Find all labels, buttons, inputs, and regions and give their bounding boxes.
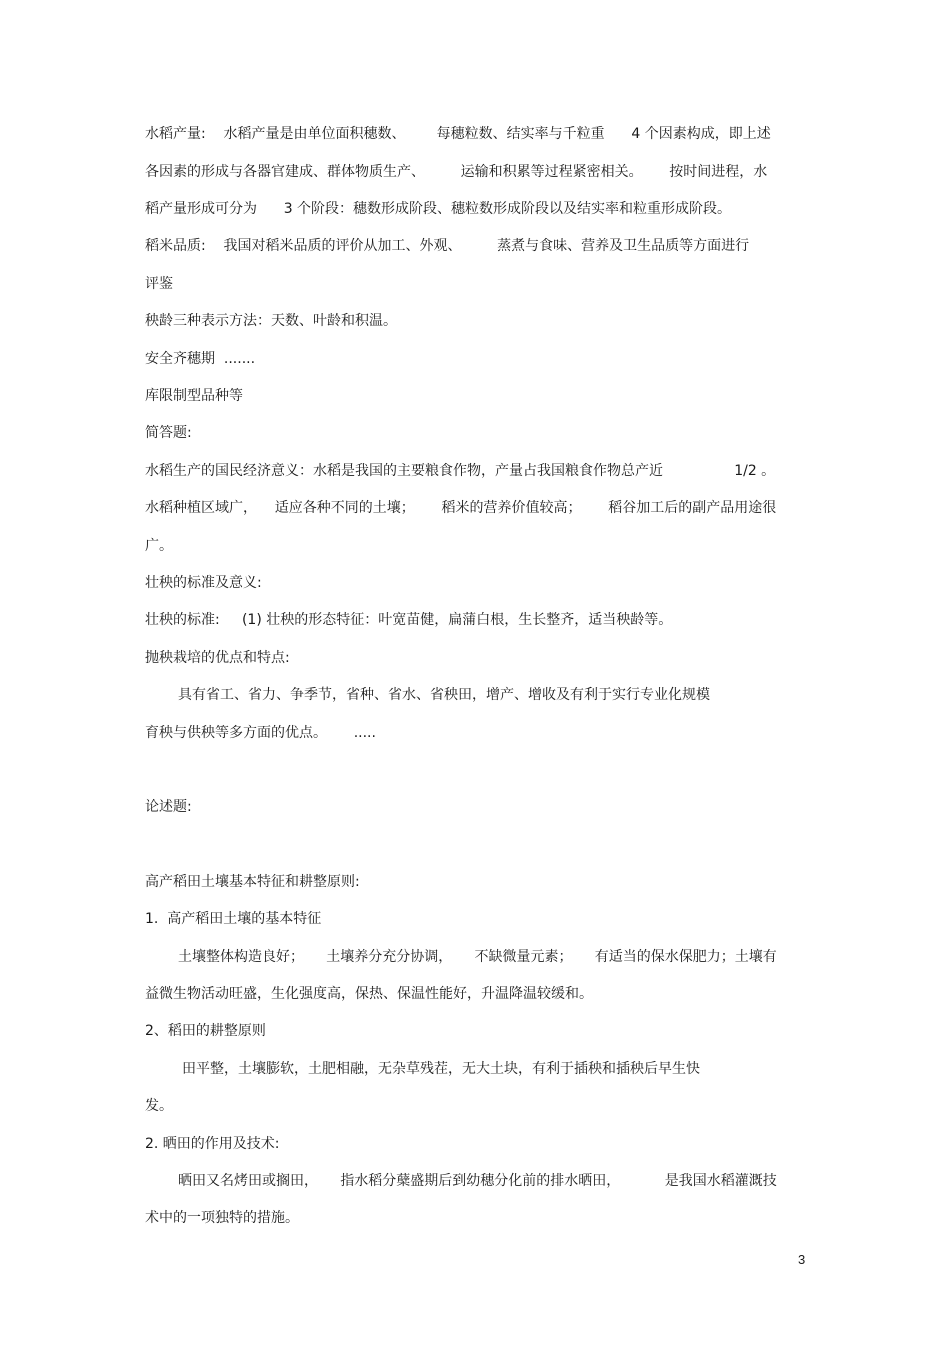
text-line: 高产稻田土壤基本特征和耕整原则: — [145, 874, 360, 890]
text-line: 壮秧的标准及意义: — [145, 575, 262, 591]
text-line: 晒田又名烤田或搁田， 指水稻分蘖盛期后到幼穗分化前的排水晒田， 是我国水稻灌溉技 — [178, 1173, 777, 1189]
section-heading: 简答题: — [145, 425, 192, 441]
text-line: 水稻种植区域广， 适应各种不同的土壤； 稻米的营养价值较高； 稻谷加工后的副产品用途很 — [145, 500, 777, 516]
text-line: 水稻生产的国民经济意义：水稻是我国的主要粮食作物，产量占我国粮食作物总产近 1/2 。 — [145, 463, 776, 479]
text-line: 2、稻田的耕整原则 — [145, 1023, 266, 1039]
page-number: 3 — [798, 1252, 806, 1267]
text-line: 土壤整体构造良好； 土壤养分充分协调， 不缺微量元素； 有适当的保水保肥力；土壤有 — [178, 949, 777, 965]
text-line: 稻产量形成可分为 3 个阶段：穗数形成阶段、穗粒数形成阶段以及结实率和粒重形成阶段。 — [145, 201, 732, 217]
text-line: 发。 — [145, 1098, 173, 1114]
text-line: 益微生物活动旺盛，生化强度高，保热、保温性能好，升温降温较缓和。 — [145, 986, 593, 1002]
text-line: 具有省工、省力、争季节，省种、省水、省秧田，增产、增收及有利于实行专业化规模 — [178, 687, 710, 703]
text-line: 广。 — [145, 538, 173, 554]
text-line: 稻米品质: 我国对稻米品质的评价从加工、外观、 蒸煮与食味、营养及卫生品质等方面进行 — [145, 238, 750, 254]
section-heading: 论述题: — [145, 799, 192, 815]
text-line: 抛秧栽培的优点和特点: — [145, 650, 290, 666]
text-line: 秧龄三种表示方法：天数、叶龄和积温。 — [145, 313, 397, 329]
text-line: 育秧与供秧等多方面的优点。 ..... — [145, 725, 376, 741]
text-line: 各因素的形成与各器官建成、群体物质生产、 运输和积累等过程紧密相关。 按时间进程，水 — [145, 164, 768, 180]
text-line: 壮秧的标准: (1) 壮秧的形态特征：叶宽苗健，扁蒲白根，生长整齐，适当秧龄等。 — [145, 612, 673, 628]
text-line: 1. 高产稻田土壤的基本特征 — [145, 911, 322, 927]
text-line: 库限制型品种等 — [145, 388, 243, 404]
text-line: 2. 晒田的作用及技术: — [145, 1136, 280, 1152]
text-line: 安全齐穗期 ....... — [145, 351, 256, 367]
text-line: 田平整，土壤膨软，土肥相融，无杂草残茬，无大土块，有利于插秧和插秧后早生快 — [182, 1061, 700, 1077]
text-line: 水稻产量: 水稻产量是由单位面积穗数、 每穗粒数、结实率与千粒重 4 个因素构成，即上述 — [145, 126, 771, 142]
text-line: 术中的一项独特的措施。 — [145, 1210, 299, 1226]
text-line: 评鉴 — [145, 276, 173, 292]
